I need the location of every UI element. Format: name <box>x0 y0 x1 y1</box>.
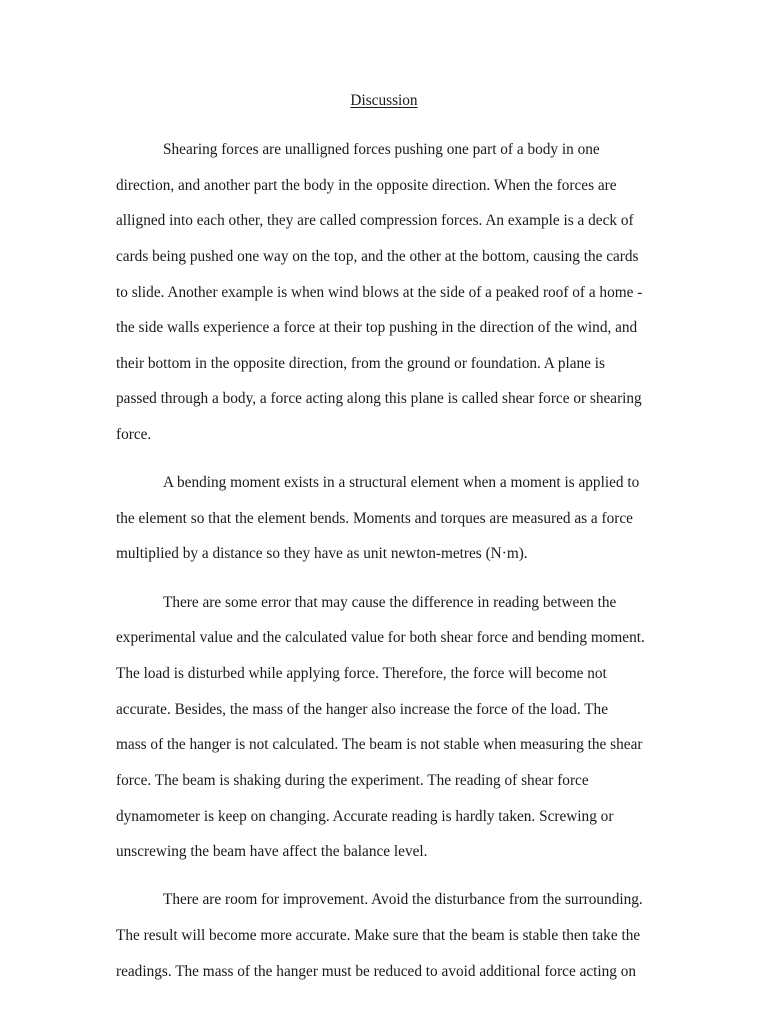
paragraph-line: their bottom in the opposite direction, from the ground or foundation. A plane is <box>116 355 605 372</box>
paragraph-line: experimental value and the calculated value for both shear force and bending moment. <box>116 629 645 646</box>
paragraph-line: unscrewing the beam have affect the balance level. <box>116 843 428 860</box>
paragraph-line: The load is disturbed while applying force. Therefore, the force will become not <box>116 665 607 682</box>
paragraph-line: There are some error that may cause the difference in reading between the <box>163 594 617 611</box>
paragraph-line: accurate. Besides, the mass of the hanger also increase the force of the load. The <box>116 701 608 718</box>
paragraph-line: A bending moment exists in a structural element when a moment is applied to <box>163 474 640 491</box>
paragraph-line: the side walls experience a force at their top pushing in the direction of the wind, and <box>116 319 638 336</box>
paragraph-line: multiplied by a distance so they have as unit newton-metres (N·m). <box>116 545 528 562</box>
paragraph-line: passed through a body, a force acting along this plane is called shear force or shearing <box>116 390 642 407</box>
paragraph-line: mass of the hanger is not calculated. The beam is not stable when measuring the shear <box>116 736 643 753</box>
paragraph-line: alligned into each other, they are called compression forces. An example is a deck of <box>116 212 634 229</box>
paragraph-line: Shearing forces are unalligned forces pushing one part of a body in one <box>163 141 600 158</box>
paragraph-line: The result will become more accurate. Make sure that the beam is stable then take the <box>116 927 641 944</box>
paragraph-line: readings. The mass of the hanger must be reduced to avoid additional force acting on <box>116 963 637 980</box>
paragraph-line: the element so that the element bends. Moments and torques are measured as a force <box>116 510 633 527</box>
paragraph-line: to slide. Another example is when wind blows at the side of a peaked roof of a home - <box>116 284 643 301</box>
paragraph-line: There are room for improvement. Avoid the disturbance from the surrounding. <box>163 891 643 908</box>
page-title-text: Discussion <box>350 92 418 109</box>
paragraph-line: direction, and another part the body in the opposite direction. When the forces are <box>116 177 617 194</box>
paragraph-line: cards being pushed one way on the top, and the other at the bottom, causing the cards <box>116 248 639 265</box>
paragraph-line: force. <box>116 426 152 443</box>
paragraph-line: dynamometer is keep on changing. Accurate reading is hardly taken. Screwing or <box>116 808 614 825</box>
page-title <box>0 91 768 111</box>
paragraph-line: force. The beam is shaking during the experiment. The reading of shear force <box>116 772 589 789</box>
